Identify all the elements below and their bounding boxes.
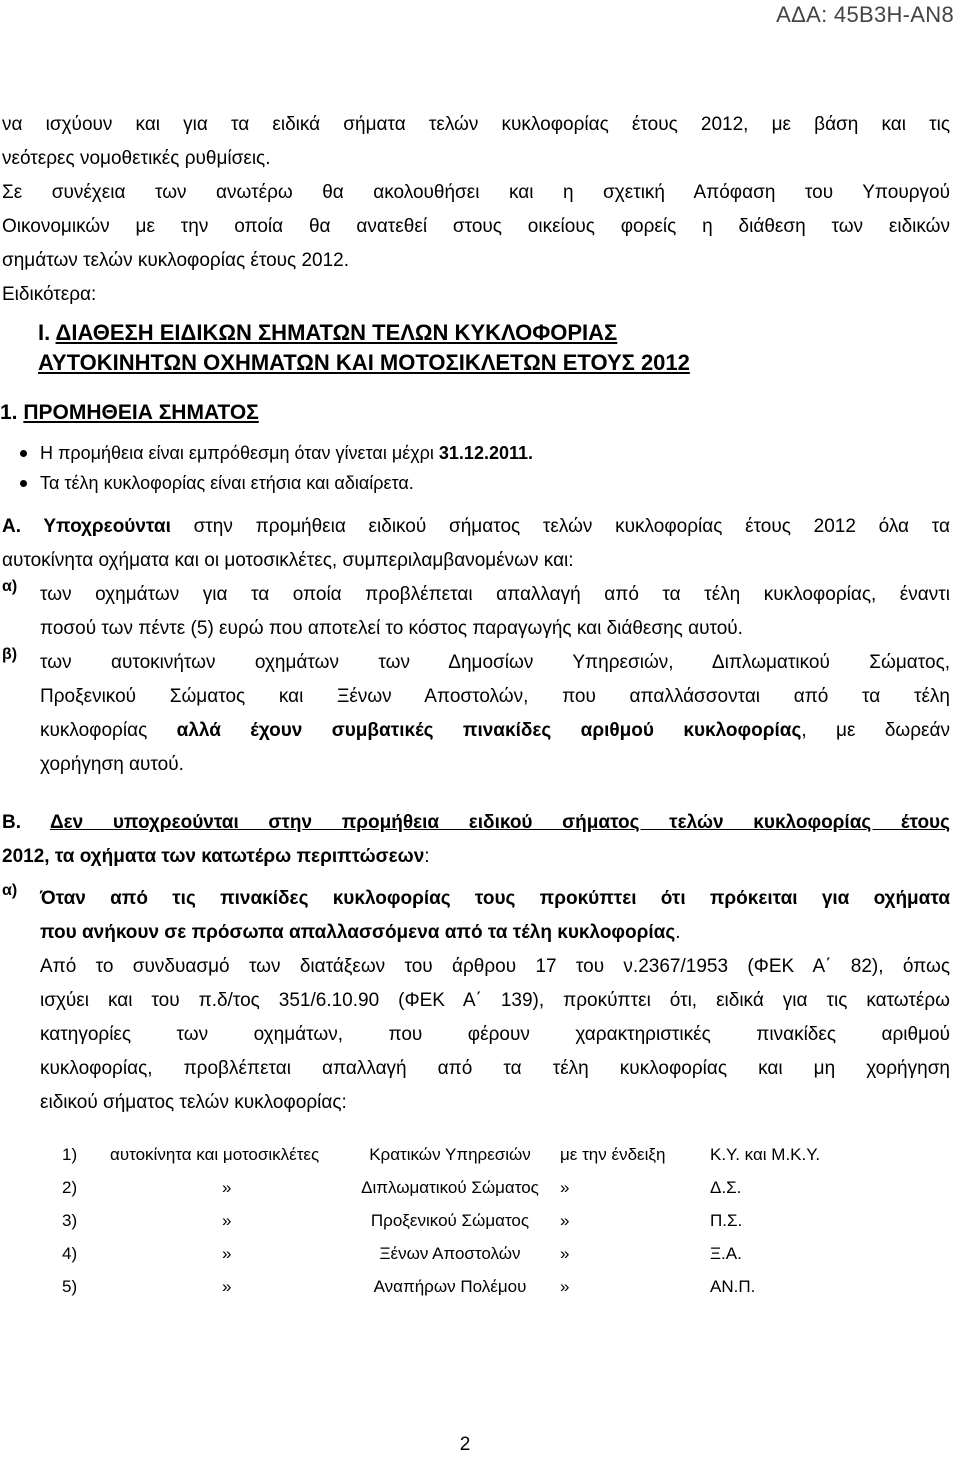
- intro-line: Οικονομικών με την οποία θα ανατεθεί στους οικείους φορείς η διάθεση των ειδικών: [2, 216, 950, 237]
- part-b-item-a: [0, 882, 950, 1120]
- bullet-date: 31.12.2011.: [438, 443, 534, 463]
- section-title-line2: ΑΥΤΟΚΙΝΗΤΩΝ ΟΧΗΜΑΤΩΝ ΚΑΙ ΜΟΤΟΣΙΚΛΕΤΩΝ ΕΤΟΥΣ 2012: [38, 350, 690, 375]
- intro-line: σημάτων τελών κυκλοφορίας έτους 2012.: [2, 250, 350, 271]
- part-a-label: Α. Υποχρεούνται: [2, 516, 171, 537]
- table-row: [62, 1237, 850, 1270]
- document-body: [0, 108, 950, 1303]
- bullet-text: Τα τέλη κυκλοφορίας είναι ετήσια και αδιαίρετα.: [40, 473, 414, 493]
- bullet-icon: [20, 480, 27, 487]
- item-label: α): [2, 578, 18, 595]
- table-cell-c: Δ.Σ.: [710, 1177, 742, 1197]
- table-cell-n: 4): [62, 1243, 78, 1263]
- item-line: ειδικού σήματος τελών κυκλοφορίας:: [40, 1092, 347, 1113]
- table-cell-a: »: [222, 1276, 232, 1296]
- category-table: [62, 1138, 850, 1303]
- item-line: κυκλοφορίας, προβλέπεται απαλλαγή από τα τέλη κυκλοφορίας και μη χορήγηση: [40, 1058, 950, 1079]
- table-row: [62, 1270, 850, 1303]
- item-text: .: [675, 922, 681, 943]
- page-number: 2: [459, 1434, 471, 1455]
- table-cell-m: »: [560, 1276, 570, 1296]
- part-b-label: Β.: [2, 812, 21, 833]
- table-cell-n: 5): [62, 1276, 78, 1296]
- table-row: [62, 1138, 850, 1171]
- section-heading: [38, 318, 950, 378]
- item-line: Όταν από τις πινακίδες κυκλοφορίας τους προκύπτει ότι πρόκειται για οχήματα: [40, 888, 950, 909]
- item-text: , με δωρεάν: [801, 720, 951, 741]
- table-cell-a: »: [222, 1243, 232, 1263]
- bullet-list: [0, 438, 950, 498]
- part-b-text: :: [424, 846, 430, 867]
- item-line: ποσού των πέντε (5) ευρώ που αποτελεί το κόστος παραγωγής και διάθεσης αυτού.: [40, 618, 743, 639]
- part-a-text: στην προμήθεια ειδικού σήματος τελών κυκλοφορίας έτους 2012 όλα τα: [170, 516, 950, 537]
- table-cell-m: »: [560, 1210, 570, 1230]
- table-cell-c: Κ.Υ. και Μ.Κ.Υ.: [710, 1144, 821, 1164]
- intro-line: Σε συνέχεια των ανωτέρω θα ακολουθήσει και η σχετική Απόφαση του Υπουργού: [2, 182, 950, 203]
- table-cell-n: 2): [62, 1177, 78, 1197]
- item-line: ισχύει και του π.δ/τος 351/6.10.90 (ΦΕΚ Α΄ 139), προκύπτει ότι, ειδικά για τις κατωτέρω: [40, 990, 950, 1011]
- item-line: [40, 714, 950, 748]
- table-cell-s: Αναπήρων Πολέμου: [373, 1276, 527, 1296]
- item-line: Από το συνδυασμό των διατάξεων του άρθρου 17 του ν.2367/1953 (ΦΕΚ Α΄ 82), όπως: [40, 956, 950, 977]
- item-text-bold: που ανήκουν σε πρόσωπα απαλλασσόμενα από τα τέλη κυκλοφορίας: [40, 922, 676, 943]
- table-cell-a: αυτοκίνητα και μοτοσικλέτες: [110, 1144, 320, 1164]
- item-text-bold: αλλά έχουν συμβατικές πινακίδες αριθμού κυκλοφορίας: [176, 720, 802, 741]
- table-cell-m: »: [560, 1243, 570, 1263]
- item-text: κυκλοφορίας: [40, 720, 177, 741]
- item-line: των οχημάτων για τα οποία προβλέπεται απαλλαγή από τα τέλη κυκλοφορίας, έναντι: [40, 584, 950, 605]
- part-a-item-a: [0, 578, 950, 646]
- table-cell-c: Π.Σ.: [710, 1210, 743, 1230]
- section-title-line1: ΔΙΑΘΕΣΗ ΕΙΔΙΚΩΝ ΣΗΜΑΤΩΝ ΤΕΛΩΝ ΚΥΚΛΟΦΟΡΙΑΣ: [55, 320, 618, 345]
- table-cell-a: »: [222, 1177, 232, 1197]
- part-b-text-bold: 2012, τα οχήματα των κατωτέρω περιπτώσεων: [2, 846, 425, 867]
- item-line: Προξενικού Σώματος και Ξένων Αποστολών, που απαλλάσσονται από τα τέλη: [40, 686, 950, 707]
- item-line: κατηγορίες των οχημάτων, που φέρουν χαρακτηριστικές πινακίδες αριθμού: [40, 1024, 950, 1045]
- table-cell-n: 1): [62, 1144, 78, 1164]
- bullet-icon: [20, 450, 27, 457]
- table-cell-n: 3): [62, 1210, 78, 1230]
- part-b-text: Δεν υποχρεούνται στην προμήθεια ειδικού σήματος τελών κυκλοφορίας έτους: [49, 812, 951, 833]
- bullet-item: [0, 438, 950, 468]
- part-a-line: [0, 510, 950, 544]
- table-cell-a: »: [222, 1210, 232, 1230]
- subsection-title: ΠΡΟΜΗΘΕΙΑ ΣΗΜΑΤΟΣ: [23, 401, 259, 424]
- intro-line: νεότερες νομοθετικές ρυθμίσεις.: [2, 148, 271, 169]
- table-row: [62, 1204, 850, 1237]
- subsection-number: 1.: [0, 401, 18, 424]
- section-number: Ι.: [38, 320, 51, 345]
- table-cell-s: Διπλωματικού Σώματος: [361, 1177, 539, 1197]
- table-cell-s: Κρατικών Υπηρεσιών: [369, 1144, 531, 1164]
- item-line: [40, 916, 950, 950]
- table-cell-m: με την ένδειξη: [560, 1144, 666, 1164]
- item-line: χορήγηση αυτού.: [40, 754, 184, 775]
- item-label: α): [2, 882, 18, 899]
- intro-line: Ειδικότερα:: [2, 284, 97, 305]
- bullet-item: [0, 468, 950, 498]
- subsection-heading: [0, 398, 950, 428]
- table-cell-m: »: [560, 1177, 570, 1197]
- part-b-line: [0, 806, 950, 840]
- table-cell-s: Ξένων Αποστολών: [379, 1243, 521, 1263]
- table-row: [62, 1171, 850, 1204]
- table-cell-c: ΑΝ.Π.: [710, 1276, 756, 1296]
- table-cell-c: Ξ.Α.: [710, 1243, 742, 1263]
- item-line: των αυτοκινήτων οχημάτων των Δημοσίων Υπηρεσιών, Διπλωματικού Σώματος,: [40, 652, 950, 673]
- item-label: β): [2, 646, 18, 663]
- intro-line: να ισχύουν και για τα ειδικά σήματα τελών κυκλοφορίας έτους 2012, με βάση και τις: [2, 114, 950, 135]
- part-a-item-b: [0, 646, 950, 782]
- table-cell-s: Προξενικού Σώματος: [370, 1210, 530, 1230]
- part-a-line: αυτοκίνητα οχήματα και οι μοτοσικλέτες, συμπεριλαμβανομένων και:: [2, 550, 574, 571]
- part-b-line: [0, 840, 950, 874]
- ada-code: ΑΔΑ: 45Β3Η-ΑΝ8: [776, 2, 954, 27]
- bullet-text: Η προμήθεια είναι εμπρόθεσμη όταν γίνεται μέχρι: [40, 443, 439, 463]
